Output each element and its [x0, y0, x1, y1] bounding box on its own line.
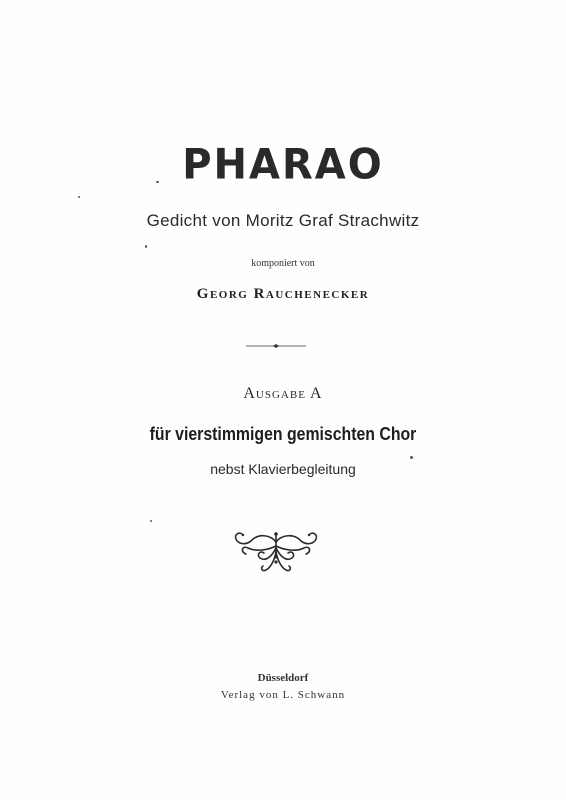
paper-speck	[156, 181, 159, 183]
publisher-name: Verlag von L. Schwann	[220, 689, 346, 701]
publication-city: Düsseldorf	[257, 672, 309, 684]
paper-speck	[150, 520, 152, 522]
paper-speck	[78, 196, 80, 198]
paper-speck	[410, 456, 413, 459]
accompaniment-note: nebst Klavierbegleitung	[210, 461, 356, 477]
edition-label: Ausgabe A	[243, 385, 323, 402]
composed-by-label: komponiert von	[251, 258, 315, 269]
page-title: PHARAO	[182, 140, 384, 190]
poem-credit: Gedicht von Moritz Graf Strachwitz	[146, 211, 420, 230]
decorative-rule-icon	[246, 342, 306, 350]
scroll-ornament-icon	[230, 528, 322, 578]
choir-description: für vierstimmigen gemischten Chor	[149, 424, 417, 444]
composer-name: Georg Rauchenecker	[196, 286, 370, 302]
paper-speck	[145, 245, 147, 248]
